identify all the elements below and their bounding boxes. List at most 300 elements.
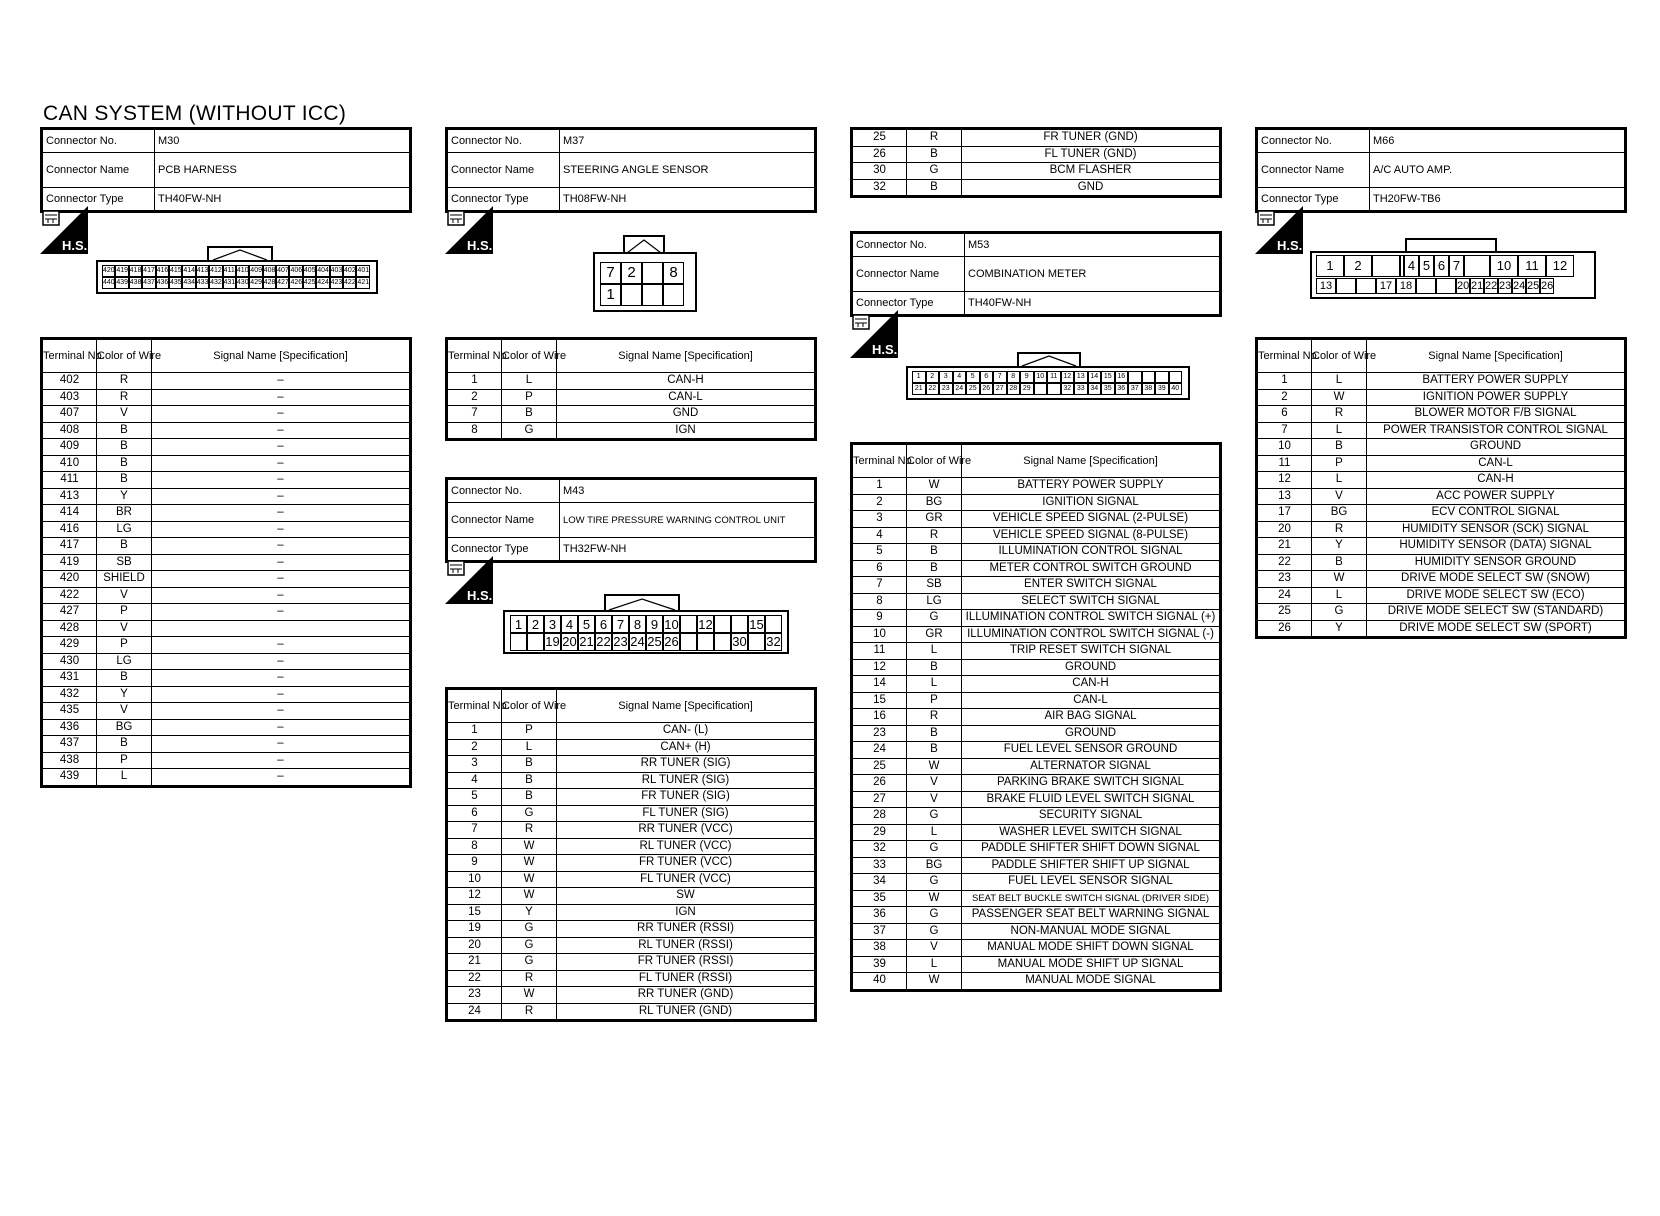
signal-name: ILLUMINATION CONTROL SWITCH SIGNAL (-) (962, 626, 1221, 643)
m66-info-table (1255, 127, 1627, 213)
connector-pin: 39 (1155, 383, 1169, 395)
connector-pin: 21 (1471, 280, 1484, 292)
signal-name: DRIVE MODE SELECT SW (SNOW) (1367, 571, 1626, 588)
terminal-no: 3 (852, 511, 907, 528)
table-row (1257, 587, 1626, 604)
signal-name: FR TUNER (VCC) (557, 855, 816, 872)
label: Connector Type (1257, 188, 1370, 212)
hs-label: H.S. (872, 342, 898, 357)
signal-name: AIR BAG SIGNAL (962, 709, 1221, 726)
terminal-no: 26 (852, 775, 907, 792)
connector-pin: 17 (1376, 278, 1396, 294)
terminal-no: 7 (852, 577, 907, 594)
signal-name: FR TUNER (SIG) (557, 789, 816, 806)
connector-pin: 440 (102, 277, 115, 289)
terminal-no: 9 (852, 610, 907, 627)
table-row (852, 857, 1221, 874)
table-row (1257, 604, 1626, 621)
label: Connector Name (42, 153, 155, 188)
connector-pin: 15 (1101, 371, 1115, 383)
label: Connector Name (1257, 153, 1370, 188)
signal-name: METER CONTROL SWITCH GROUND (962, 560, 1221, 577)
signal-name: BRAKE FLUID LEVEL SWITCH SIGNAL (962, 791, 1221, 808)
wire-color: B (502, 772, 557, 789)
wire-color: G (907, 163, 962, 180)
connector-pin: 8 (663, 262, 684, 284)
table-row (852, 527, 1221, 544)
wire-color: W (907, 758, 962, 775)
signal-name: RL TUNER (VCC) (557, 838, 816, 855)
connector-pin: 421 (356, 277, 369, 289)
table-row (42, 538, 411, 555)
terminal-no: 408 (42, 422, 97, 439)
wire-color: G (502, 954, 557, 971)
signal-name: IGNITION POWER SUPPLY (1367, 389, 1626, 406)
signal-name: SECURITY SIGNAL (962, 808, 1221, 825)
table-row (852, 626, 1221, 643)
table-row (1257, 505, 1626, 522)
signal-name: – (152, 455, 411, 472)
connector-pin (1464, 255, 1490, 277)
connector-pin (1169, 371, 1183, 383)
connector-pin: 401 (356, 265, 369, 277)
harness-side-icon (850, 310, 898, 358)
connector-pin: 26 (980, 383, 994, 395)
signal-name: FUEL LEVEL SENSOR GROUND (962, 742, 1221, 759)
m53-connector-face (906, 366, 1190, 400)
terminal-no: 429 (42, 637, 97, 654)
table-row (852, 179, 1221, 197)
connector-pin: 424 (316, 277, 329, 289)
wire-color: LG (97, 653, 152, 670)
connector-pin (1047, 383, 1061, 395)
terminal-no: 6 (447, 805, 502, 822)
connector-no: M53 (965, 233, 1221, 257)
wire-color: B (502, 756, 557, 773)
table-row (1257, 538, 1626, 555)
terminal-no: 16 (852, 709, 907, 726)
connector-pin: 7 (1449, 255, 1464, 277)
table-row (852, 874, 1221, 891)
terminal-no: 32 (852, 841, 907, 858)
signal-name: VEHICLE SPEED SIGNAL (2-PULSE) (962, 511, 1221, 528)
terminal-no: 23 (1257, 571, 1312, 588)
signal-name: – (152, 686, 411, 703)
connector-pin: 414 (182, 265, 195, 277)
connector-pin: 432 (209, 277, 222, 289)
label: Connector No. (1257, 129, 1370, 153)
wire-color: V (1312, 488, 1367, 505)
table-row (42, 769, 411, 787)
signal-name: RR TUNER (GND) (557, 987, 816, 1004)
connector-pin: 34 (1088, 383, 1102, 395)
table-row (852, 923, 1221, 940)
connector-pin: 9 (646, 615, 663, 634)
table-row (852, 577, 1221, 594)
label: Connector Type (447, 188, 560, 212)
terminal-no: 25 (852, 758, 907, 775)
wire-color: R (907, 709, 962, 726)
terminal-no: 6 (852, 560, 907, 577)
signal-name: BLOWER MOTOR F/B SIGNAL (1367, 406, 1626, 423)
pin-row-top (912, 371, 1182, 383)
pin-row-top (1316, 255, 1574, 277)
wire-color: L (907, 824, 962, 841)
wire-color: B (97, 472, 152, 489)
label: Connector Type (447, 538, 560, 562)
table-row (1257, 554, 1626, 571)
connector-pin (642, 284, 663, 306)
signal-name: – (152, 538, 411, 555)
connector-pin: 410 (236, 265, 249, 277)
table-row (852, 841, 1221, 858)
terminal-no: 30 (852, 163, 907, 180)
connector-pin: 32 (766, 634, 781, 649)
terminal-no: 28 (852, 808, 907, 825)
table-row (447, 1003, 816, 1021)
connector-pin: 6 (595, 615, 612, 634)
header-signal: Signal Name [Specification] (962, 444, 1221, 478)
signal-name: – (152, 488, 411, 505)
table-row (852, 659, 1221, 676)
wire-color: GR (907, 511, 962, 528)
signal-name: IGNITION SIGNAL (962, 494, 1221, 511)
connector-pin: 422 (343, 277, 356, 289)
signal-name: – (152, 719, 411, 736)
connector-pin: 436 (156, 277, 169, 289)
wire-color: B (907, 179, 962, 197)
connector-pin (1356, 278, 1376, 294)
connector-pin: 23 (1499, 280, 1512, 292)
connector-pin: 409 (249, 265, 262, 277)
wire-color: W (502, 888, 557, 905)
signal-name: GROUND (962, 725, 1221, 742)
signal-name: PADDLE SHIFTER SHIFT UP SIGNAL (962, 857, 1221, 874)
m30-connector-face (96, 260, 378, 294)
terminal-no: 420 (42, 571, 97, 588)
connector-pin: 18 (1396, 278, 1416, 294)
connector-no: M66 (1370, 129, 1626, 153)
terminal-no: 419 (42, 554, 97, 571)
terminal-no: 435 (42, 703, 97, 720)
table-row (852, 973, 1221, 991)
connector-pin (1336, 278, 1356, 294)
table-row (852, 560, 1221, 577)
wire-color: G (502, 937, 557, 954)
table-row (447, 789, 816, 806)
signal-name: – (152, 637, 411, 654)
table-row (42, 604, 411, 621)
terminal-no: 430 (42, 653, 97, 670)
connector-pin: 419 (115, 265, 128, 277)
signal-name: ENTER SWITCH SIGNAL (962, 577, 1221, 594)
table-row (447, 756, 816, 773)
wire-color: L (1312, 472, 1367, 489)
terminal-no: 438 (42, 752, 97, 769)
connector-pin (1034, 383, 1048, 395)
terminal-no: 11 (852, 643, 907, 660)
connector-pin: 11 (1518, 255, 1546, 277)
terminal-no: 410 (42, 455, 97, 472)
terminal-no: 22 (447, 970, 502, 987)
m53-terminal-table (850, 442, 1222, 992)
table-row (852, 478, 1221, 495)
signal-name (152, 620, 411, 637)
table-row (852, 146, 1221, 163)
terminal-no: 437 (42, 736, 97, 753)
terminal-no: 32 (852, 179, 907, 197)
wire-color: B (97, 439, 152, 456)
connector-pin (1155, 371, 1169, 383)
signal-name: ACC POWER SUPPLY (1367, 488, 1626, 505)
pin-row-bottom (912, 383, 1182, 395)
connector-pin: 25 (966, 383, 980, 395)
connector-pin: 37 (1128, 383, 1142, 395)
wire-color: R (1312, 406, 1367, 423)
signal-name: – (152, 472, 411, 489)
terminal-no: 25 (852, 129, 907, 147)
connector-pin: 434 (182, 277, 195, 289)
terminal-no: 417 (42, 538, 97, 555)
connector-pin: 22 (1485, 280, 1498, 292)
wire-color: W (1312, 571, 1367, 588)
wire-color: V (97, 587, 152, 604)
signal-name: FL TUNER (SIG) (557, 805, 816, 822)
wire-color: L (907, 956, 962, 973)
wire-color: W (907, 478, 962, 495)
header-terminal: Terminal No. (1257, 339, 1312, 373)
terminal-no: 12 (447, 888, 502, 905)
wire-color: V (97, 406, 152, 423)
m30-terminal-table (40, 337, 412, 788)
connector-pin: 438 (129, 277, 142, 289)
terminal-no: 411 (42, 472, 97, 489)
pin-row-bottom (102, 277, 370, 289)
hs-label: H.S. (467, 588, 493, 603)
m66-connector-face (1310, 251, 1596, 299)
m43-terminal-table (445, 687, 817, 1022)
connector-pin: 426 (289, 277, 302, 289)
terminal-no: 24 (852, 742, 907, 759)
wire-color: B (907, 544, 962, 561)
connector-pin: 6 (980, 371, 994, 383)
connector-pin (680, 632, 697, 651)
table-row (852, 907, 1221, 924)
wire-color: B (907, 560, 962, 577)
terminal-no: 7 (1257, 422, 1312, 439)
wire-color: P (502, 723, 557, 740)
header-terminal: Terminal No. (447, 689, 502, 723)
terminal-no: 8 (852, 593, 907, 610)
connector-pin: 32 (1061, 383, 1075, 395)
table-row (42, 422, 411, 439)
signal-name: CAN-H (1367, 472, 1626, 489)
connector-pin: 19 (545, 634, 560, 649)
header-color: Color of Wire (907, 444, 962, 478)
connector-pin: 425 (303, 277, 316, 289)
wire-color: SB (907, 577, 962, 594)
connector-pin: 8 (629, 615, 646, 634)
connector-pin: 10 (1490, 255, 1518, 277)
terminal-no: 19 (447, 921, 502, 938)
connector-type: TH32FW-NH (560, 538, 816, 562)
terminal-no: 24 (447, 1003, 502, 1021)
table-row (447, 373, 816, 390)
terminal-no: 422 (42, 587, 97, 604)
label: Connector Name (447, 153, 560, 188)
signal-name: ILLUMINATION CONTROL SWITCH SIGNAL (+) (962, 610, 1221, 627)
connector-pin: 412 (209, 265, 222, 277)
connector-name: LOW TIRE PRESSURE WARNING CONTROL UNIT (560, 503, 816, 538)
terminal-no: 21 (447, 954, 502, 971)
harness-side-icon (1255, 206, 1303, 254)
terminal-no: 23 (447, 987, 502, 1004)
wire-color: B (97, 538, 152, 555)
table-row (1257, 571, 1626, 588)
connector-pin: 27 (993, 383, 1007, 395)
connector-pin: 1 (1316, 255, 1344, 277)
wire-color: V (97, 620, 152, 637)
connector-pin: 8 (1007, 371, 1021, 383)
table-row (447, 805, 816, 822)
connector-pin: 5 (966, 371, 980, 383)
wire-color: B (907, 742, 962, 759)
table-row (852, 758, 1221, 775)
table-row (852, 643, 1221, 660)
signal-name: CAN-L (557, 389, 816, 406)
terminal-no: 22 (1257, 554, 1312, 571)
signal-name: FR TUNER (GND) (962, 129, 1221, 147)
terminal-no: 2 (852, 494, 907, 511)
terminal-no: 12 (1257, 472, 1312, 489)
wire-color: P (97, 637, 152, 654)
wire-color: Y (1312, 620, 1367, 638)
connector-pin: 33 (1074, 383, 1088, 395)
connector-pin: 407 (276, 265, 289, 277)
signal-name: SW (557, 888, 816, 905)
signal-name: FL TUNER (VCC) (557, 871, 816, 888)
wire-color: W (502, 871, 557, 888)
harness-side-icon (445, 206, 493, 254)
connector-pin: 405 (303, 265, 316, 277)
terminal-no: 427 (42, 604, 97, 621)
m43-connector-face (503, 610, 789, 654)
terminal-no: 29 (852, 824, 907, 841)
table-row (852, 890, 1221, 907)
terminal-no: 27 (852, 791, 907, 808)
table-row (42, 670, 411, 687)
signal-name: DRIVE MODE SELECT SW (STANDARD) (1367, 604, 1626, 621)
signal-name: HUMIDITY SENSOR GROUND (1367, 554, 1626, 571)
table-row (42, 488, 411, 505)
wire-color: V (907, 791, 962, 808)
table-row (447, 855, 816, 872)
connector-pin: 7 (993, 371, 1007, 383)
terminal-no: 34 (852, 874, 907, 891)
connector-pin (1128, 371, 1142, 383)
connector-pin: 2 (926, 371, 940, 383)
terminal-no: 20 (447, 937, 502, 954)
signal-name: RL TUNER (SIG) (557, 772, 816, 789)
table-row (42, 455, 411, 472)
hs-label: H.S. (62, 238, 88, 253)
signal-name: – (152, 736, 411, 753)
terminal-no: 2 (447, 739, 502, 756)
harness-side-icon (40, 206, 88, 254)
table-row (42, 505, 411, 522)
terminal-no: 4 (852, 527, 907, 544)
connector-pin (748, 632, 765, 651)
signal-name: GROUND (962, 659, 1221, 676)
connector-pin: 24 (1513, 280, 1526, 292)
signal-name: SELECT SWITCH SIGNAL (962, 593, 1221, 610)
signal-name: – (152, 670, 411, 687)
terminal-no: 5 (447, 789, 502, 806)
terminal-no: 1 (447, 373, 502, 390)
signal-name: RL TUNER (GND) (557, 1003, 816, 1021)
label: Connector No. (447, 129, 560, 153)
signal-name: DRIVE MODE SELECT SW (SPORT) (1367, 620, 1626, 638)
table-row (42, 389, 411, 406)
wire-color: G (502, 805, 557, 822)
signal-name: HUMIDITY SENSOR (SCK) SIGNAL (1367, 521, 1626, 538)
header-signal: Signal Name [Specification] (1367, 339, 1626, 373)
signal-name: – (152, 703, 411, 720)
signal-name: – (152, 554, 411, 571)
connector-pin: 13 (1316, 278, 1336, 294)
wire-color: Y (97, 686, 152, 703)
connector-pin: 7 (612, 615, 629, 634)
header-terminal: Terminal No. (447, 339, 502, 373)
connector-pin: 2 (621, 262, 642, 284)
wire-color: LG (907, 593, 962, 610)
terminal-no: 402 (42, 373, 97, 390)
table-row (852, 610, 1221, 627)
signal-name: – (152, 653, 411, 670)
wire-color: L (1312, 422, 1367, 439)
terminal-no: 7 (447, 406, 502, 423)
connector-pin: 402 (343, 265, 356, 277)
table-row (447, 904, 816, 921)
connector-pin: 29 (1020, 383, 1034, 395)
terminal-no: 432 (42, 686, 97, 703)
table-row (852, 824, 1221, 841)
m37-connector-face (593, 252, 697, 312)
m43-info-table (445, 477, 817, 563)
terminal-no: 4 (447, 772, 502, 789)
connector-pin: 11 (1047, 371, 1061, 383)
wire-color: W (1312, 389, 1367, 406)
connector-type: TH08FW-NH (560, 188, 816, 212)
table-row (447, 723, 816, 740)
terminal-no: 6 (1257, 406, 1312, 423)
connector-pin: 10 (664, 617, 679, 632)
connector-pin: 6 (1434, 255, 1449, 277)
terminal-no: 10 (447, 871, 502, 888)
signal-name: GND (557, 406, 816, 423)
connector-pin: 9 (1020, 371, 1034, 383)
connector-pin: 40 (1169, 383, 1183, 395)
wire-color: B (502, 789, 557, 806)
page-title: CAN SYSTEM (WITHOUT ICC) (43, 102, 347, 125)
signal-name: DRIVE MODE SELECT SW (ECO) (1367, 587, 1626, 604)
wire-color: Y (97, 488, 152, 505)
connector-pin: 5 (578, 615, 595, 634)
header-color: Color of Wire (1312, 339, 1367, 373)
connector-pin: 22 (596, 634, 611, 649)
signal-name: – (152, 571, 411, 588)
signal-name: RR TUNER (SIG) (557, 756, 816, 773)
